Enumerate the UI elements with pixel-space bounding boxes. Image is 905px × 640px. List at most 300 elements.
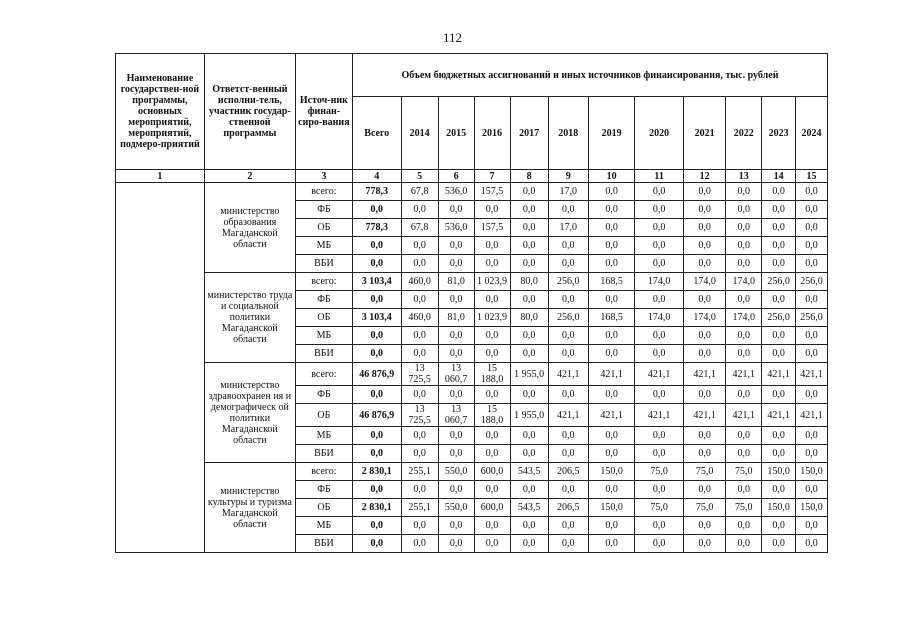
header-year: 2016: [474, 97, 510, 170]
value-cell: 0,0: [726, 237, 762, 255]
value-cell: 0,0: [588, 255, 635, 273]
value-cell: 0,0: [548, 201, 588, 219]
value-cell: 0,0: [474, 535, 510, 553]
value-cell: 0,0: [510, 517, 548, 535]
value-cell: 0,0: [588, 345, 635, 363]
column-index: 8: [510, 170, 548, 183]
value-cell: 0,0: [548, 327, 588, 345]
value-cell: 0,0: [401, 345, 438, 363]
header-year: 2014: [401, 97, 438, 170]
total-cell: 0,0: [352, 237, 401, 255]
executor-cell: министерство труда и социальной политики Магаданской области: [204, 273, 295, 363]
value-cell: 0,0: [726, 291, 762, 309]
value-cell: 421,1: [796, 404, 828, 427]
value-cell: 0,0: [474, 237, 510, 255]
value-cell: 0,0: [474, 481, 510, 499]
value-cell: 421,1: [762, 404, 796, 427]
source-cell: ФБ: [295, 481, 352, 499]
value-cell: 0,0: [726, 327, 762, 345]
value-cell: 0,0: [438, 237, 474, 255]
value-cell: 0,0: [548, 445, 588, 463]
value-cell: 0,0: [474, 291, 510, 309]
value-cell: 0,0: [762, 183, 796, 201]
value-cell: 421,1: [548, 404, 588, 427]
value-cell: 0,0: [726, 255, 762, 273]
value-cell: 0,0: [635, 255, 684, 273]
value-cell: 421,1: [683, 404, 725, 427]
total-cell: 46 876,9: [352, 404, 401, 427]
value-cell: 536,0: [438, 183, 474, 201]
table-row: [116, 273, 828, 291]
value-cell: 75,0: [726, 499, 762, 517]
value-cell: 0,0: [474, 517, 510, 535]
value-cell: 0,0: [438, 386, 474, 404]
value-cell: 0,0: [683, 201, 725, 219]
source-cell: всего:: [295, 363, 352, 386]
value-cell: 80,0: [510, 273, 548, 291]
value-cell: 13 725,5: [401, 404, 438, 427]
value-cell: 460,0: [401, 273, 438, 291]
value-cell: 421,1: [588, 363, 635, 386]
value-cell: 0,0: [726, 201, 762, 219]
value-cell: 15 188,0: [474, 404, 510, 427]
value-cell: 0,0: [510, 481, 548, 499]
header-year: 2017: [510, 97, 548, 170]
value-cell: 0,0: [683, 219, 725, 237]
value-cell: 81,0: [438, 309, 474, 327]
value-cell: 0,0: [548, 255, 588, 273]
value-cell: 0,0: [438, 327, 474, 345]
value-cell: 0,0: [683, 535, 725, 553]
value-cell: 255,1: [401, 463, 438, 481]
value-cell: 0,0: [796, 237, 828, 255]
header-year: 2024: [796, 97, 828, 170]
value-cell: 206,5: [548, 499, 588, 517]
value-cell: 0,0: [510, 183, 548, 201]
value-cell: 75,0: [635, 463, 684, 481]
value-cell: 0,0: [762, 219, 796, 237]
source-cell: МБ: [295, 237, 352, 255]
value-cell: 0,0: [548, 517, 588, 535]
value-cell: 67,8: [401, 219, 438, 237]
value-cell: 0,0: [588, 535, 635, 553]
value-cell: 0,0: [548, 386, 588, 404]
total-cell: 0,0: [352, 445, 401, 463]
value-cell: 0,0: [635, 445, 684, 463]
value-cell: 600,0: [474, 499, 510, 517]
total-cell: 0,0: [352, 427, 401, 445]
source-cell: ФБ: [295, 201, 352, 219]
value-cell: 0,0: [726, 535, 762, 553]
value-cell: 1 023,9: [474, 309, 510, 327]
source-cell: МБ: [295, 427, 352, 445]
header-year: 2020: [635, 97, 684, 170]
table-row: [116, 363, 828, 386]
value-cell: 0,0: [683, 427, 725, 445]
value-cell: 75,0: [635, 499, 684, 517]
value-cell: 256,0: [548, 309, 588, 327]
value-cell: 80,0: [510, 309, 548, 327]
value-cell: 75,0: [726, 463, 762, 481]
total-cell: 0,0: [352, 535, 401, 553]
executor-cell: министерство здравоохранен ия и демографическ ой политики Магаданской области: [204, 363, 295, 463]
value-cell: 0,0: [588, 237, 635, 255]
value-cell: 0,0: [635, 327, 684, 345]
column-index: 1: [116, 170, 205, 183]
value-cell: 0,0: [762, 237, 796, 255]
source-cell: всего:: [295, 273, 352, 291]
source-cell: ВБИ: [295, 345, 352, 363]
value-cell: 421,1: [726, 363, 762, 386]
value-cell: 0,0: [762, 255, 796, 273]
value-cell: 0,0: [510, 427, 548, 445]
value-cell: 0,0: [474, 327, 510, 345]
value-cell: 174,0: [726, 309, 762, 327]
value-cell: 0,0: [510, 219, 548, 237]
value-cell: 0,0: [683, 386, 725, 404]
header-year: 2018: [548, 97, 588, 170]
value-cell: 0,0: [474, 445, 510, 463]
table-row: [116, 183, 828, 201]
header-volume: Объем бюджетных ассигнований и иных источников финансирования, тыс. рублей: [352, 54, 827, 97]
value-cell: 421,1: [548, 363, 588, 386]
value-cell: 550,0: [438, 463, 474, 481]
column-index: 11: [635, 170, 684, 183]
value-cell: 0,0: [401, 291, 438, 309]
value-cell: 0,0: [796, 481, 828, 499]
value-cell: 421,1: [683, 363, 725, 386]
value-cell: 421,1: [635, 404, 684, 427]
value-cell: 1 955,0: [510, 404, 548, 427]
header-total: Всего: [352, 97, 401, 170]
value-cell: 0,0: [683, 291, 725, 309]
value-cell: 0,0: [588, 445, 635, 463]
value-cell: 0,0: [588, 427, 635, 445]
executor-cell: министерство образования Магаданской области: [204, 183, 295, 273]
value-cell: 0,0: [635, 386, 684, 404]
value-cell: 0,0: [762, 345, 796, 363]
executor-cell: министерство культуры и туризма Магаданской области: [204, 463, 295, 553]
value-cell: 0,0: [683, 445, 725, 463]
total-cell: 778,3: [352, 219, 401, 237]
value-cell: 0,0: [762, 535, 796, 553]
value-cell: 0,0: [588, 183, 635, 201]
column-index: 2: [204, 170, 295, 183]
value-cell: 0,0: [796, 219, 828, 237]
value-cell: 0,0: [401, 201, 438, 219]
value-cell: 0,0: [762, 386, 796, 404]
value-cell: 15 188,0: [474, 363, 510, 386]
value-cell: 0,0: [726, 445, 762, 463]
value-cell: 421,1: [726, 404, 762, 427]
value-cell: 0,0: [401, 481, 438, 499]
value-cell: 256,0: [762, 273, 796, 291]
total-cell: 0,0: [352, 345, 401, 363]
value-cell: 168,5: [588, 309, 635, 327]
value-cell: 150,0: [762, 463, 796, 481]
value-cell: 421,1: [635, 363, 684, 386]
total-cell: 2 830,1: [352, 463, 401, 481]
value-cell: 536,0: [438, 219, 474, 237]
source-cell: ФБ: [295, 291, 352, 309]
value-cell: 0,0: [401, 255, 438, 273]
page-number: 112: [442, 30, 463, 45]
value-cell: 0,0: [635, 219, 684, 237]
value-cell: 13 060,7: [438, 404, 474, 427]
value-cell: 0,0: [548, 291, 588, 309]
source-cell: всего:: [295, 463, 352, 481]
value-cell: 0,0: [438, 445, 474, 463]
value-cell: 0,0: [683, 183, 725, 201]
value-cell: 0,0: [588, 291, 635, 309]
budget-table: [115, 53, 828, 553]
header-year: 2022: [726, 97, 762, 170]
header-source: Источ-ник финан-сиро-вания: [295, 54, 352, 170]
total-cell: 0,0: [352, 255, 401, 273]
value-cell: 0,0: [762, 481, 796, 499]
value-cell: 0,0: [683, 327, 725, 345]
value-cell: 0,0: [683, 517, 725, 535]
value-cell: 600,0: [474, 463, 510, 481]
value-cell: 421,1: [762, 363, 796, 386]
source-cell: ВБИ: [295, 445, 352, 463]
value-cell: 0,0: [588, 327, 635, 345]
value-cell: 256,0: [762, 309, 796, 327]
value-cell: 1 023,9: [474, 273, 510, 291]
value-cell: 0,0: [726, 386, 762, 404]
value-cell: 0,0: [401, 427, 438, 445]
value-cell: 0,0: [548, 427, 588, 445]
value-cell: 0,0: [635, 481, 684, 499]
value-cell: 17,0: [548, 219, 588, 237]
value-cell: 150,0: [796, 463, 828, 481]
value-cell: 256,0: [796, 273, 828, 291]
value-cell: 0,0: [635, 237, 684, 255]
column-index: 14: [762, 170, 796, 183]
value-cell: 0,0: [510, 291, 548, 309]
value-cell: 0,0: [438, 201, 474, 219]
source-cell: МБ: [295, 517, 352, 535]
value-cell: 0,0: [683, 481, 725, 499]
value-cell: 0,0: [726, 427, 762, 445]
header-year: 2019: [588, 97, 635, 170]
value-cell: 0,0: [635, 535, 684, 553]
value-cell: 0,0: [510, 535, 548, 553]
value-cell: 0,0: [726, 345, 762, 363]
value-cell: 157,5: [474, 183, 510, 201]
total-cell: 0,0: [352, 386, 401, 404]
column-index: 12: [683, 170, 725, 183]
total-cell: 778,3: [352, 183, 401, 201]
value-cell: 0,0: [588, 201, 635, 219]
program-name-cell: [116, 183, 205, 553]
column-index: 6: [438, 170, 474, 183]
value-cell: 0,0: [762, 291, 796, 309]
source-cell: ОБ: [295, 404, 352, 427]
value-cell: 13 725,5: [401, 363, 438, 386]
value-cell: 0,0: [401, 237, 438, 255]
source-cell: ОБ: [295, 309, 352, 327]
value-cell: 0,0: [548, 481, 588, 499]
value-cell: 0,0: [474, 201, 510, 219]
value-cell: 0,0: [683, 255, 725, 273]
value-cell: 150,0: [588, 499, 635, 517]
value-cell: 206,5: [548, 463, 588, 481]
value-cell: 0,0: [635, 183, 684, 201]
value-cell: 550,0: [438, 499, 474, 517]
value-cell: 0,0: [548, 345, 588, 363]
value-cell: 0,0: [635, 517, 684, 535]
value-cell: 0,0: [762, 517, 796, 535]
column-index: 3: [295, 170, 352, 183]
column-index: 15: [796, 170, 828, 183]
value-cell: 0,0: [438, 427, 474, 445]
value-cell: 174,0: [683, 309, 725, 327]
value-cell: 0,0: [510, 237, 548, 255]
value-cell: 0,0: [510, 445, 548, 463]
value-cell: 0,0: [726, 517, 762, 535]
value-cell: 0,0: [474, 255, 510, 273]
column-index: 9: [548, 170, 588, 183]
value-cell: 75,0: [683, 499, 725, 517]
value-cell: 256,0: [796, 309, 828, 327]
value-cell: 0,0: [762, 201, 796, 219]
value-cell: 1 955,0: [510, 363, 548, 386]
column-index: 13: [726, 170, 762, 183]
column-index: 4: [352, 170, 401, 183]
value-cell: 168,5: [588, 273, 635, 291]
value-cell: 0,0: [796, 517, 828, 535]
total-cell: 46 876,9: [352, 363, 401, 386]
value-cell: 0,0: [474, 345, 510, 363]
table-row: [116, 463, 828, 481]
value-cell: 421,1: [796, 363, 828, 386]
value-cell: 0,0: [762, 427, 796, 445]
value-cell: 0,0: [796, 345, 828, 363]
value-cell: 0,0: [635, 345, 684, 363]
value-cell: 543,5: [510, 499, 548, 517]
value-cell: 0,0: [796, 427, 828, 445]
value-cell: 0,0: [401, 386, 438, 404]
total-cell: 0,0: [352, 291, 401, 309]
value-cell: 421,1: [588, 404, 635, 427]
value-cell: 174,0: [635, 309, 684, 327]
source-cell: ФБ: [295, 386, 352, 404]
value-cell: 0,0: [588, 517, 635, 535]
column-index: 5: [401, 170, 438, 183]
total-cell: 3 103,4: [352, 309, 401, 327]
value-cell: 174,0: [683, 273, 725, 291]
value-cell: 0,0: [401, 445, 438, 463]
header-year: 2023: [762, 97, 796, 170]
source-cell: ОБ: [295, 499, 352, 517]
value-cell: 81,0: [438, 273, 474, 291]
header-year: 2015: [438, 97, 474, 170]
value-cell: 0,0: [438, 535, 474, 553]
value-cell: 150,0: [588, 463, 635, 481]
value-cell: 0,0: [726, 219, 762, 237]
value-cell: 0,0: [510, 255, 548, 273]
header-executor: Ответст-венный исполни-тель, участник государ-ственной программы: [204, 54, 295, 170]
total-cell: 2 830,1: [352, 499, 401, 517]
value-cell: 0,0: [796, 291, 828, 309]
value-cell: 0,0: [683, 345, 725, 363]
value-cell: 150,0: [796, 499, 828, 517]
value-cell: 0,0: [548, 535, 588, 553]
value-cell: 0,0: [588, 386, 635, 404]
value-cell: 0,0: [401, 535, 438, 553]
value-cell: 0,0: [510, 201, 548, 219]
value-cell: 0,0: [438, 345, 474, 363]
total-cell: 0,0: [352, 201, 401, 219]
value-cell: 0,0: [796, 255, 828, 273]
value-cell: 543,5: [510, 463, 548, 481]
value-cell: 256,0: [548, 273, 588, 291]
total-cell: 3 103,4: [352, 273, 401, 291]
source-cell: ВБИ: [295, 535, 352, 553]
value-cell: 0,0: [726, 183, 762, 201]
value-cell: 0,0: [510, 327, 548, 345]
value-cell: 0,0: [548, 237, 588, 255]
value-cell: 157,5: [474, 219, 510, 237]
value-cell: 0,0: [438, 255, 474, 273]
value-cell: 0,0: [796, 386, 828, 404]
value-cell: 0,0: [683, 237, 725, 255]
value-cell: 17,0: [548, 183, 588, 201]
value-cell: 0,0: [401, 327, 438, 345]
column-index: 10: [588, 170, 635, 183]
column-index: 7: [474, 170, 510, 183]
value-cell: 0,0: [588, 219, 635, 237]
value-cell: 0,0: [474, 386, 510, 404]
value-cell: 0,0: [796, 183, 828, 201]
value-cell: 0,0: [588, 481, 635, 499]
source-cell: МБ: [295, 327, 352, 345]
value-cell: 174,0: [726, 273, 762, 291]
value-cell: 174,0: [635, 273, 684, 291]
value-cell: 0,0: [796, 201, 828, 219]
value-cell: 255,1: [401, 499, 438, 517]
value-cell: 75,0: [683, 463, 725, 481]
value-cell: 0,0: [401, 517, 438, 535]
value-cell: 67,8: [401, 183, 438, 201]
value-cell: 0,0: [796, 445, 828, 463]
value-cell: 0,0: [510, 386, 548, 404]
value-cell: 0,0: [510, 345, 548, 363]
value-cell: 0,0: [762, 445, 796, 463]
value-cell: 0,0: [796, 535, 828, 553]
source-cell: ВБИ: [295, 255, 352, 273]
total-cell: 0,0: [352, 517, 401, 535]
source-cell: ОБ: [295, 219, 352, 237]
value-cell: 0,0: [474, 427, 510, 445]
value-cell: 0,0: [635, 201, 684, 219]
total-cell: 0,0: [352, 481, 401, 499]
header-program-name: Наименование государствен-ной программы, основных мероприятий, мероприятий, подмеро-приятий: [116, 54, 205, 170]
value-cell: 150,0: [762, 499, 796, 517]
value-cell: 0,0: [796, 327, 828, 345]
header-year: 2021: [683, 97, 725, 170]
value-cell: 0,0: [635, 291, 684, 309]
value-cell: 0,0: [762, 327, 796, 345]
value-cell: 460,0: [401, 309, 438, 327]
value-cell: 13 060,7: [438, 363, 474, 386]
value-cell: 0,0: [726, 481, 762, 499]
value-cell: 0,0: [635, 427, 684, 445]
value-cell: 0,0: [438, 481, 474, 499]
value-cell: 0,0: [438, 291, 474, 309]
value-cell: 0,0: [438, 517, 474, 535]
